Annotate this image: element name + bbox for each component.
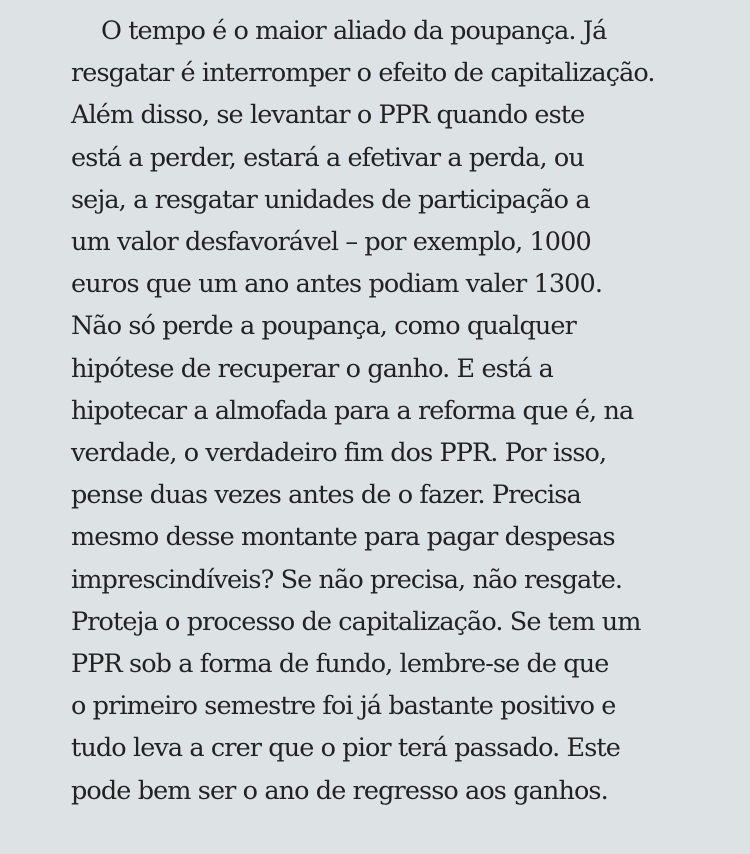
text-line: O tempo é o maior aliado da poupança. Já [101,16,607,46]
text-line: verdade, o verdadeiro fim dos PPR. Por isso, [71,438,607,469]
article-paragraph [71,10,741,812]
text-line: mesmo desse montante para pagar despesas [71,522,615,553]
text-line: Proteja o processo de capitalização. Se tem um [71,606,641,637]
text-line: um valor desfavorável – por exemplo, 1000 [71,227,591,258]
text-line: tudo leva a crer que o pior terá passado. Este [71,733,620,764]
text-line: hipotecar a almofada para a reforma que é, na [71,395,634,426]
text-line: pense duas vezes antes de o fazer. Precisa [71,480,581,511]
text-line: está a perder, estará a efetivar a perda, ou [71,142,584,173]
text-line: Não só perde a poupança, como qualquer [71,311,576,342]
text-line: PPR sob a forma de fundo, lembre-se de que [71,649,609,680]
text-line: hipótese de recuperar o ganho. E está a [71,353,553,384]
text-line: euros que um ano antes podiam valer 1300. [71,269,603,300]
text-line: seja, a resgatar unidades de participação a [71,184,590,215]
text-line: Além disso, se levantar o PPR quando este [71,100,585,131]
text-line: pode bem ser o ano de regresso aos ganhos. [71,775,608,806]
text-line: imprescindíveis? Se não precisa, não resgate. [71,564,623,595]
text-line: resgatar é interromper o efeito de capitalização. [71,58,655,89]
text-line: o primeiro semestre foi já bastante positivo e [71,691,616,722]
